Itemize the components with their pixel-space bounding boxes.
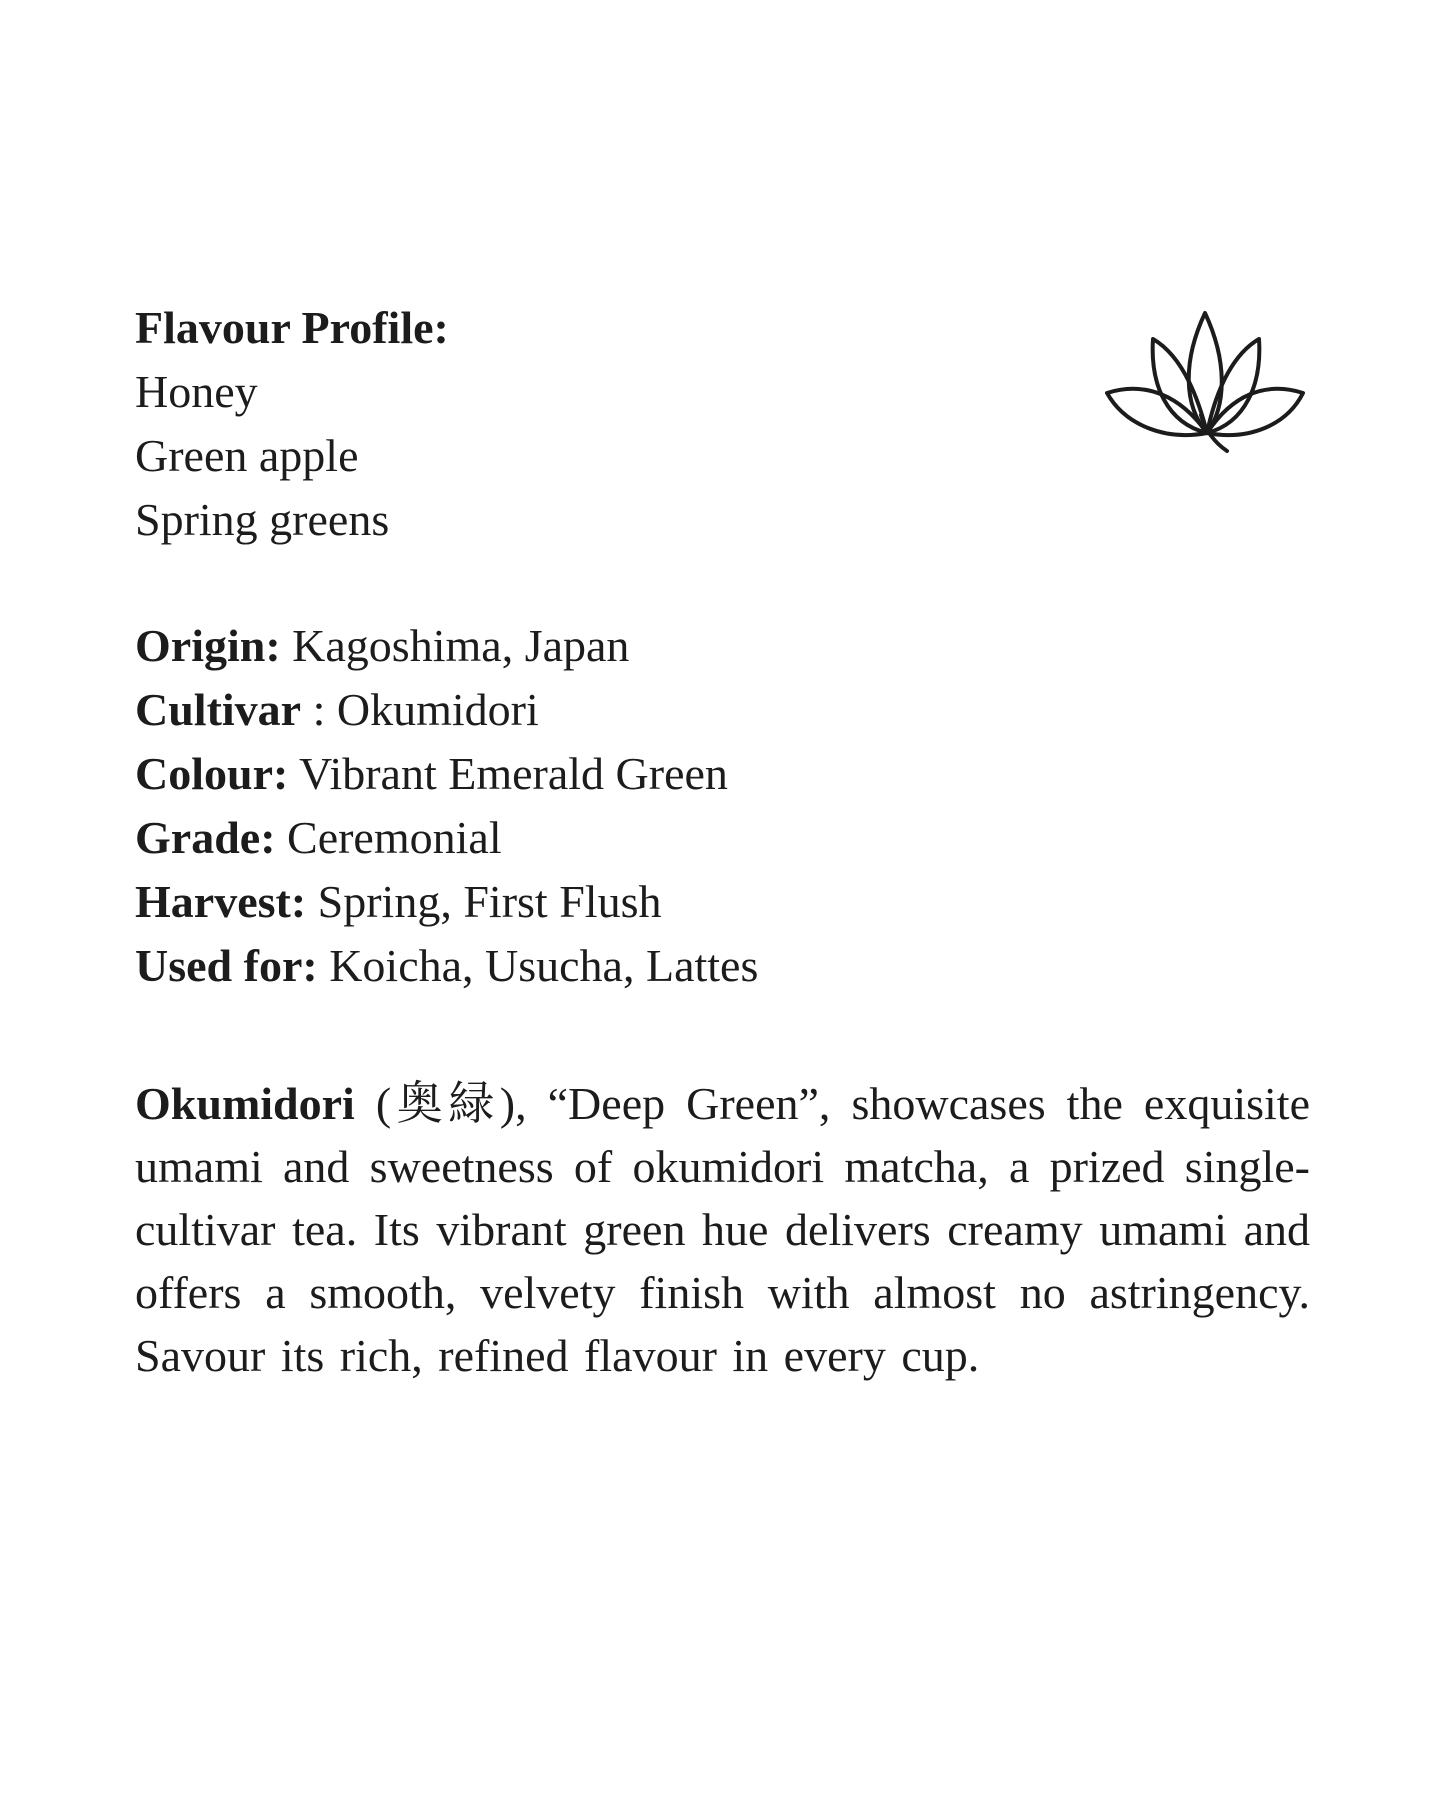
spec-value: Ceremonial <box>275 812 502 863</box>
product-description <box>135 1072 1310 1387</box>
spec-row-colour <box>135 742 1135 806</box>
spec-value: Spring, First Flush <box>306 876 662 927</box>
description-lead: Okumidori <box>135 1078 355 1129</box>
flavour-note: Honey <box>135 366 258 417</box>
spec-value: : Okumidori <box>301 684 539 735</box>
spec-label: Origin: <box>135 620 281 671</box>
flavour-note: Green apple <box>135 430 359 481</box>
spec-row-grade <box>135 806 1135 870</box>
spec-label: Harvest: <box>135 876 307 927</box>
spec-row-used-for <box>135 934 1135 998</box>
spec-label: Used for: <box>135 940 318 991</box>
flavour-note: Spring greens <box>135 494 390 545</box>
flavour-profile-section <box>135 296 835 552</box>
spec-value: Kagoshima, Japan <box>280 620 630 671</box>
spec-value: Vibrant Emerald Green <box>288 748 728 799</box>
spec-label: Grade: <box>135 812 276 863</box>
spec-row-origin <box>135 614 1135 678</box>
spec-row-harvest <box>135 870 1135 934</box>
specs-section <box>135 614 1135 998</box>
lotus-icon <box>1105 305 1305 455</box>
description-body: (奥緑), “Deep Green”, showcases the exquisite umami and sweetness of okumidori matcha, a prized single-cultivar tea. Its vibrant green hue delivers creamy umami and offers a smooth, velvety finish with almost no astringency. Savour its rich, refined flavour in every cup. <box>135 1078 1310 1381</box>
spec-label: Colour: <box>135 748 289 799</box>
spec-label: Cultivar <box>135 684 302 735</box>
spec-row-cultivar <box>135 678 1135 742</box>
spec-value: Koicha, Usucha, Lattes <box>317 940 759 991</box>
flavour-profile-heading: Flavour Profile: <box>135 302 449 353</box>
